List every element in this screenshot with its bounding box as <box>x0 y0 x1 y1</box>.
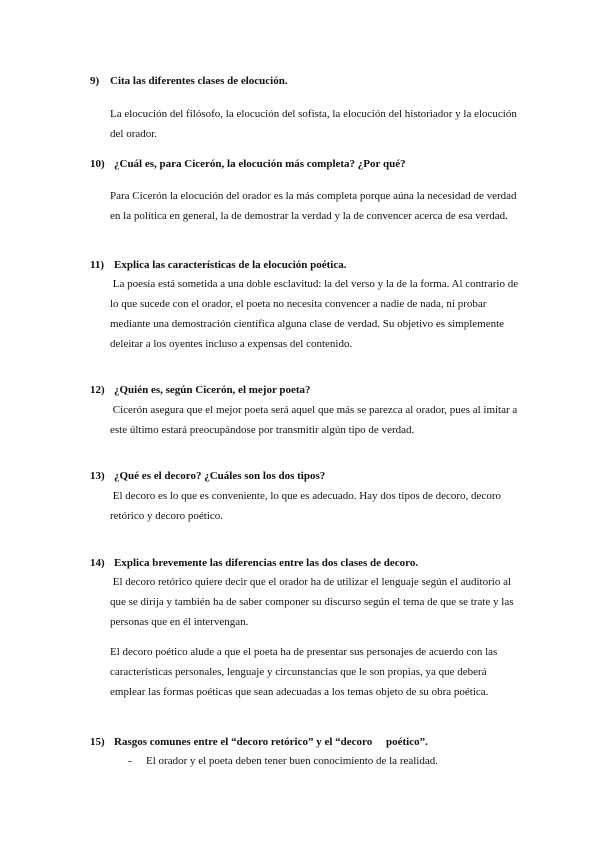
question-text: Cita las diferentes clases de elocución. <box>110 75 288 87</box>
question-13 <box>90 469 530 483</box>
question-number: 9) <box>90 75 100 87</box>
bullet-item <box>128 754 438 768</box>
question-14 <box>90 556 530 570</box>
answer-9: La elocución del filósofo, la elocución del sofista, la elocución del historiador y la elocución del orador. <box>110 108 517 140</box>
question-text: ¿Cuál es, para Cicerón, la elocución más completa? ¿Por qué? <box>114 158 406 170</box>
question-text: Rasgos comunes entre el “decoro retórico” y el “decoro poético”. <box>114 736 428 748</box>
answer-14-paragraph-2: El decoro poético alude a que el poeta ha de presentar sus personajes de acuerdo con las características personales, lenguaje y circunstancias que le son propias, ya que deberá emplear las formas poéticas que sean adecuadas a los temas objeto de su obra poética. <box>110 646 498 698</box>
question-text: Explica brevemente las diferencias entre las dos clases de decoro. <box>114 557 419 569</box>
question-text: Explica las características de la elocución poética. <box>114 259 347 271</box>
question-11 <box>90 258 530 272</box>
bullet-dash-icon: - <box>128 755 132 767</box>
question-9 <box>90 74 530 88</box>
bullet-text: El orador y el poeta deben tener buen conocimiento de la realidad. <box>146 755 438 767</box>
question-number: 14) <box>90 557 105 569</box>
question-15 <box>90 735 530 749</box>
question-10 <box>90 157 530 171</box>
question-number: 15) <box>90 736 105 748</box>
question-number: 13) <box>90 470 105 482</box>
answer-10: Para Cicerón la elocución del orador es la más completa porque aúna la necesidad de verdad en la política en general, la de demostrar la verdad y la de convencer acerca de esa verdad. <box>110 190 517 222</box>
answer-14-paragraph-1: El decoro retórico quiere decir que el orador ha de utilizar el lenguaje según el auditorio al que se dirija y también ha de saber componer su discurso según el tema de que se trate y las personas que en él intervengan. <box>110 576 517 628</box>
question-number: 11) <box>90 259 105 271</box>
question-number: 12) <box>90 384 105 396</box>
question-number: 10) <box>90 158 105 170</box>
answer-13: El decoro es lo que es conveniente, lo que es adecuado. Hay dos tipos de decoro, decoro retórico y decoro poético. <box>110 490 504 522</box>
question-text: ¿Qué es el decoro? ¿Cuáles son los dos tipos? <box>114 470 326 482</box>
question-text: ¿Quién es, según Cicerón, el mejor poeta? <box>114 384 311 396</box>
question-12 <box>90 383 530 397</box>
answer-11: La poesía está sometida a una doble esclavitud: la del verso y la de la forma. Al contrario de lo que sucede con el orador, el poeta no necesita convencer a nadie de nada, ni probar mediante una demostración científica alguna clase de verdad. Su objetivo es simplemente deleitar a los oyentes incluso a expensas del contenido. <box>110 278 521 350</box>
answer-12: Cicerón asegura que el mejor poeta será aquel que más se parezca al orador, pues al imitar a este último estará preocupándose por transmitir algún tipo de verdad. <box>110 404 521 436</box>
